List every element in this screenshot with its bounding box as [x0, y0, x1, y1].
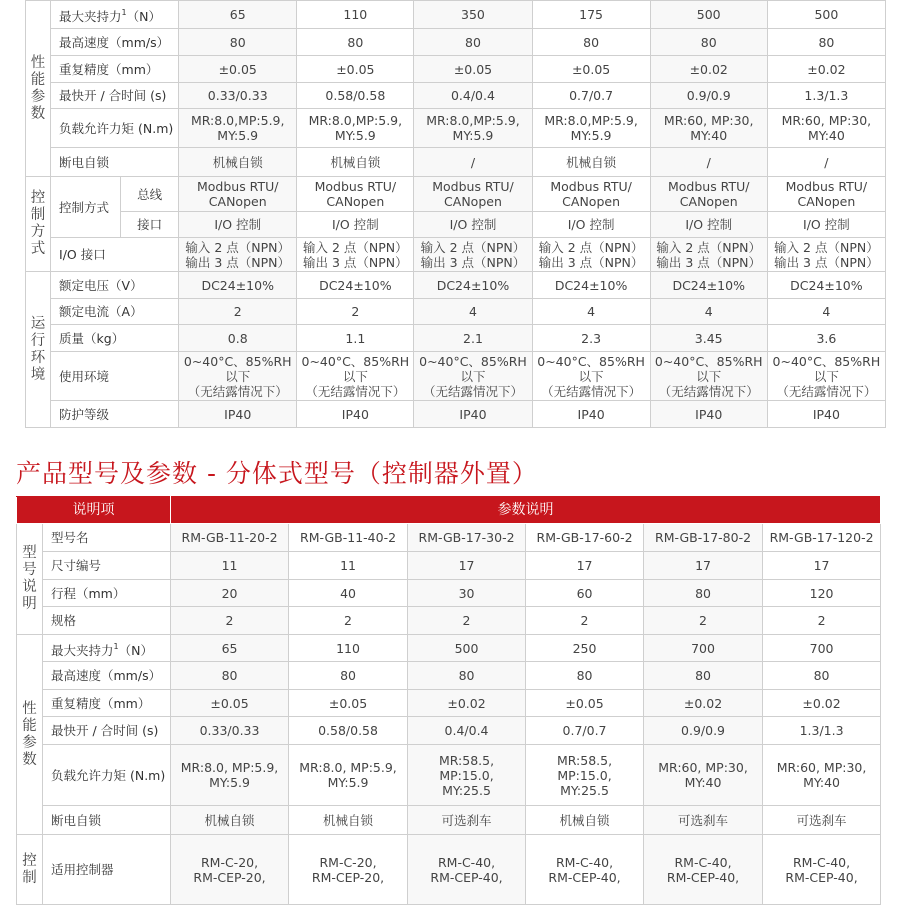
value-cell: IP40 [414, 401, 532, 428]
value-cell: Modbus RTU/ CANopen [414, 177, 532, 212]
value-cell: 350 [414, 1, 532, 29]
row-label: 最大夹持力 [51, 642, 114, 658]
value-cell: Modbus RTU/ CANopen [532, 177, 650, 212]
group-label-cell [17, 835, 43, 905]
value-cell: 2 [644, 607, 763, 635]
row-label-cell [43, 806, 171, 835]
value-cell: 80 [644, 662, 763, 690]
value-cell: 2 [297, 299, 414, 325]
group-label: 运行环境 [30, 315, 46, 383]
value-cell: ±0.05 [532, 56, 650, 83]
row-label: 适用控制器 [51, 862, 114, 877]
value-cell: MR:8.0,MP:5.9, MY:5.9 [179, 109, 297, 148]
value-cell: 60 [526, 580, 644, 607]
value-cell: 500 [408, 635, 526, 662]
value-cell: 0.33/0.33 [179, 83, 297, 109]
group-label: 控制 [22, 852, 37, 886]
value-cell: RM-GB-17-30-2 [408, 524, 526, 552]
value-cell: 11 [171, 552, 289, 580]
row-label: 最快开 / 合时间 (s) [59, 88, 167, 103]
group-label: 性能参数 [22, 700, 37, 768]
table-row [26, 238, 886, 272]
value-cell: MR:8.0,MP:5.9, MY:5.9 [414, 109, 532, 148]
value-cell: ±0.05 [297, 56, 414, 83]
value-cell: MR:8.0, MP:5.9, MY:5.9 [171, 745, 289, 806]
value-cell: 0.58/0.58 [289, 717, 408, 745]
value-cell: ±0.05 [526, 690, 644, 717]
table-row [17, 835, 881, 905]
value-cell: 0.58/0.58 [297, 83, 414, 109]
section-title: 产品型号及参数 - 分体式型号（控制器外置） [16, 459, 538, 488]
value-cell: RM-C-20, RM-CEP-20, [171, 835, 289, 905]
value-cell: 0.9/0.9 [644, 717, 763, 745]
row-label: 使用环境 [59, 368, 110, 384]
row-label: 规格 [51, 613, 77, 628]
table-row [26, 83, 886, 109]
row-label-cell [51, 83, 179, 109]
value-cell: 80 [650, 29, 767, 56]
value-cell: 机械自锁 [532, 148, 650, 177]
value-cell: 20 [171, 580, 289, 607]
table-row [17, 635, 881, 662]
group-label-cell [17, 524, 43, 635]
row-label-cell [43, 717, 171, 745]
table-row [17, 745, 881, 806]
value-cell: DC24±10% [767, 272, 885, 299]
row-sublabel: 总线 [121, 177, 179, 212]
value-cell: I/O 控制 [532, 212, 650, 238]
group-label-cell [17, 635, 43, 835]
table-row [26, 148, 886, 177]
value-cell: 2 [289, 607, 408, 635]
value-cell: IP40 [532, 401, 650, 428]
value-cell: 输入 2 点（NPN） 输出 3 点（NPN） [767, 238, 885, 272]
group-label: 控制方式 [30, 190, 46, 257]
value-cell: / [767, 148, 885, 177]
value-cell: DC24±10% [532, 272, 650, 299]
value-cell: RM-C-40, RM-CEP-40, [526, 835, 644, 905]
value-cell: DC24±10% [650, 272, 767, 299]
value-cell: MR:60, MP:30, MY:40 [650, 109, 767, 148]
value-cell: 输入 2 点（NPN） 输出 3 点（NPN） [414, 238, 532, 272]
value-cell: 0.9/0.9 [650, 83, 767, 109]
value-cell: 65 [179, 1, 297, 29]
row-label: 负载允许力矩 (N.m) [51, 767, 166, 783]
value-cell: I/O 控制 [650, 212, 767, 238]
value-cell: 输入 2 点（NPN） 输出 3 点（NPN） [179, 238, 297, 272]
table-row [26, 272, 886, 299]
value-cell: / [414, 148, 532, 177]
row-label: 额定电流（A） [59, 304, 143, 319]
value-cell: 0.4/0.4 [414, 83, 532, 109]
value-cell: ±0.02 [408, 690, 526, 717]
value-cell: 700 [763, 635, 881, 662]
value-cell: 0~40°C、85%RH 以下 （无结露情况下） [297, 352, 414, 401]
value-cell: RM-GB-11-40-2 [289, 524, 408, 552]
group-label-cell [26, 272, 51, 428]
value-cell: 250 [526, 635, 644, 662]
value-cell: 80 [526, 662, 644, 690]
value-cell: DC24±10% [414, 272, 532, 299]
value-cell: 4 [650, 299, 767, 325]
row-label: 断电自锁 [51, 812, 102, 828]
row-label-cell [51, 238, 179, 272]
value-cell: Modbus RTU/ CANopen [650, 177, 767, 212]
value-cell: 2 [179, 299, 297, 325]
value-cell: 输入 2 点（NPN） 输出 3 点（NPN） [297, 238, 414, 272]
row-label: 重复精度（mm） [59, 61, 159, 77]
row-label-cell [43, 835, 171, 905]
value-cell: 175 [532, 1, 650, 29]
value-cell: 110 [297, 1, 414, 29]
row-label-cell [51, 325, 179, 352]
footnote-marker: 1 [113, 641, 119, 651]
value-cell: 500 [650, 1, 767, 29]
value-cell: 80 [763, 662, 881, 690]
table-row [17, 717, 881, 745]
value-cell: 2.3 [532, 325, 650, 352]
row-label: 控制方式 [51, 177, 121, 238]
value-cell: IP40 [179, 401, 297, 428]
value-cell: RM-C-20, RM-CEP-20, [289, 835, 408, 905]
table-row [26, 401, 886, 428]
table-row [17, 607, 881, 635]
value-cell: 80 [289, 662, 408, 690]
table-header-row [17, 497, 881, 524]
value-cell: MR:58.5, MP:15.0, MY:25.5 [526, 745, 644, 806]
value-cell: 0.7/0.7 [526, 717, 644, 745]
value-cell: IP40 [767, 401, 885, 428]
value-cell: 0~40°C、85%RH 以下 （无结露情况下） [179, 352, 297, 401]
value-cell: 80 [644, 580, 763, 607]
value-cell: 0~40°C、85%RH 以下 （无结露情况下） [650, 352, 767, 401]
row-label: 质量（kg） [59, 330, 125, 346]
value-cell: 机械自锁 [171, 806, 289, 835]
value-cell: / [650, 148, 767, 177]
header-parameter-description: 参数说明 [171, 497, 881, 524]
value-cell: 可选刹车 [408, 806, 526, 835]
table-row [17, 580, 881, 607]
value-cell: 17 [644, 552, 763, 580]
table-row [17, 552, 881, 580]
value-cell: 80 [532, 29, 650, 56]
row-label: 行程（mm） [51, 585, 126, 601]
table-row [26, 177, 886, 212]
row-sublabel: 接口 [121, 212, 179, 238]
value-cell: MR:60, MP:30, MY:40 [644, 745, 763, 806]
value-cell: 80 [408, 662, 526, 690]
value-cell: 40 [289, 580, 408, 607]
row-label-cell [51, 56, 179, 83]
value-cell: 120 [763, 580, 881, 607]
value-cell: ±0.05 [414, 56, 532, 83]
row-label: 最大夹持力 [59, 9, 122, 24]
group-label-cell [26, 1, 51, 177]
table-row [26, 109, 886, 148]
value-cell: 机械自锁 [297, 148, 414, 177]
value-cell: IP40 [650, 401, 767, 428]
value-cell: 机械自锁 [179, 148, 297, 177]
value-cell: 1.1 [297, 325, 414, 352]
value-cell: 700 [644, 635, 763, 662]
value-cell: 4 [532, 299, 650, 325]
row-label: 型号名 [51, 530, 89, 545]
value-cell: 0.8 [179, 325, 297, 352]
value-cell: I/O 控制 [297, 212, 414, 238]
row-label: 负载允许力矩 (N.m) [59, 120, 174, 136]
value-cell: 机械自锁 [526, 806, 644, 835]
value-cell: 4 [414, 299, 532, 325]
row-label-cell [51, 272, 179, 299]
value-cell: 0.33/0.33 [171, 717, 289, 745]
row-label: 最高速度（mm/s） [59, 34, 170, 50]
row-label-cell [43, 662, 171, 690]
value-cell: I/O 控制 [767, 212, 885, 238]
table-row [17, 806, 881, 835]
group-label: 型号说明 [22, 545, 37, 612]
row-label-cell [43, 690, 171, 717]
value-cell: Modbus RTU/ CANopen [767, 177, 885, 212]
table-row [26, 212, 886, 238]
value-cell: DC24±10% [179, 272, 297, 299]
row-label: 重复精度（mm） [51, 695, 151, 711]
table-row [26, 325, 886, 352]
value-cell: ±0.05 [171, 690, 289, 717]
table-row [26, 56, 886, 83]
spec-table-integrated [25, 0, 886, 428]
value-cell: RM-GB-17-80-2 [644, 524, 763, 552]
table-row [26, 299, 886, 325]
row-label-cell [51, 148, 179, 177]
row-label-cell [43, 745, 171, 806]
value-cell: 65 [171, 635, 289, 662]
value-cell: MR:8.0,MP:5.9, MY:5.9 [297, 109, 414, 148]
value-cell: 可选刹车 [644, 806, 763, 835]
row-label-cell [43, 580, 171, 607]
row-label-cell [43, 552, 171, 580]
row-label-cell [51, 1, 179, 29]
row-label: 额定电压（V） [59, 277, 143, 293]
value-cell: 0~40°C、85%RH 以下 （无结露情况下） [767, 352, 885, 401]
value-cell: 30 [408, 580, 526, 607]
value-cell: RM-C-40, RM-CEP-40, [408, 835, 526, 905]
value-cell: MR:8.0,MP:5.9, MY:5.9 [532, 109, 650, 148]
value-cell: MR:60, MP:30, MY:40 [763, 745, 881, 806]
row-label: 最高速度（mm/s） [51, 668, 162, 683]
value-cell: 4 [767, 299, 885, 325]
value-cell: 2 [526, 607, 644, 635]
value-cell: 2 [408, 607, 526, 635]
header-description-item: 说明项 [17, 497, 171, 524]
row-label-unit: （N） [126, 9, 161, 24]
value-cell: 0~40°C、85%RH 以下 （无结露情况下） [414, 352, 532, 401]
value-cell: 80 [179, 29, 297, 56]
value-cell: 1.3/1.3 [767, 83, 885, 109]
value-cell: I/O 控制 [179, 212, 297, 238]
value-cell: RM-GB-17-120-2 [763, 524, 881, 552]
value-cell: 输入 2 点（NPN） 输出 3 点（NPN） [650, 238, 767, 272]
value-cell: 80 [171, 662, 289, 690]
row-label-cell [51, 299, 179, 325]
value-cell: 110 [289, 635, 408, 662]
value-cell: ±0.02 [644, 690, 763, 717]
value-cell: 0.7/0.7 [532, 83, 650, 109]
value-cell: RM-C-40, RM-CEP-40, [644, 835, 763, 905]
group-label: 性能参数 [30, 54, 46, 122]
value-cell: 17 [526, 552, 644, 580]
table-row [17, 662, 881, 690]
spec-table-split [16, 496, 881, 905]
value-cell: 17 [763, 552, 881, 580]
value-cell: ±0.02 [763, 690, 881, 717]
row-label-cell [51, 109, 179, 148]
row-label-cell [51, 352, 179, 401]
table-row [26, 352, 886, 401]
row-label-cell [43, 607, 171, 635]
table-row [17, 690, 881, 717]
row-label-cell [43, 635, 171, 662]
value-cell: 1.3/1.3 [763, 717, 881, 745]
value-cell: 3.6 [767, 325, 885, 352]
row-label: 断电自锁 [59, 154, 110, 170]
row-label: 尺寸编号 [51, 558, 102, 573]
value-cell: Modbus RTU/ CANopen [179, 177, 297, 212]
value-cell: 0.4/0.4 [408, 717, 526, 745]
value-cell: 输入 2 点（NPN） 输出 3 点（NPN） [532, 238, 650, 272]
value-cell: 80 [297, 29, 414, 56]
footnote-marker: 1 [121, 8, 127, 17]
group-label-cell [26, 177, 51, 272]
value-cell: 机械自锁 [289, 806, 408, 835]
value-cell: DC24±10% [297, 272, 414, 299]
value-cell: 11 [289, 552, 408, 580]
row-label: I/O 接口 [59, 247, 106, 262]
value-cell: ±0.05 [179, 56, 297, 83]
table-row [26, 1, 886, 29]
value-cell: 80 [767, 29, 885, 56]
value-cell: MR:60, MP:30, MY:40 [767, 109, 885, 148]
row-label-cell [51, 29, 179, 56]
value-cell: IP40 [297, 401, 414, 428]
value-cell: 可选刹车 [763, 806, 881, 835]
table-row [26, 29, 886, 56]
value-cell: 2.1 [414, 325, 532, 352]
row-label-cell [43, 524, 171, 552]
value-cell: 0~40°C、85%RH 以下 （无结露情况下） [532, 352, 650, 401]
value-cell: ±0.02 [650, 56, 767, 83]
row-label: 防护等级 [59, 406, 110, 422]
value-cell: ±0.02 [767, 56, 885, 83]
value-cell: ±0.05 [289, 690, 408, 717]
row-label-unit: （N） [118, 642, 153, 658]
value-cell: RM-GB-11-20-2 [171, 524, 289, 552]
value-cell: MR:8.0, MP:5.9, MY:5.9 [289, 745, 408, 806]
value-cell: RM-GB-17-60-2 [526, 524, 644, 552]
value-cell: 2 [763, 607, 881, 635]
value-cell: RM-C-40, RM-CEP-40, [763, 835, 881, 905]
value-cell: 17 [408, 552, 526, 580]
value-cell: 80 [414, 29, 532, 56]
value-cell: 2 [171, 607, 289, 635]
table-row [17, 524, 881, 552]
value-cell: 3.45 [650, 325, 767, 352]
value-cell: I/O 控制 [414, 212, 532, 238]
row-label: 最快开 / 合时间 (s) [51, 723, 159, 738]
value-cell: MR:58.5, MP:15.0, MY:25.5 [408, 745, 526, 806]
value-cell: 500 [767, 1, 885, 29]
row-label-cell [51, 401, 179, 428]
value-cell: Modbus RTU/ CANopen [297, 177, 414, 212]
